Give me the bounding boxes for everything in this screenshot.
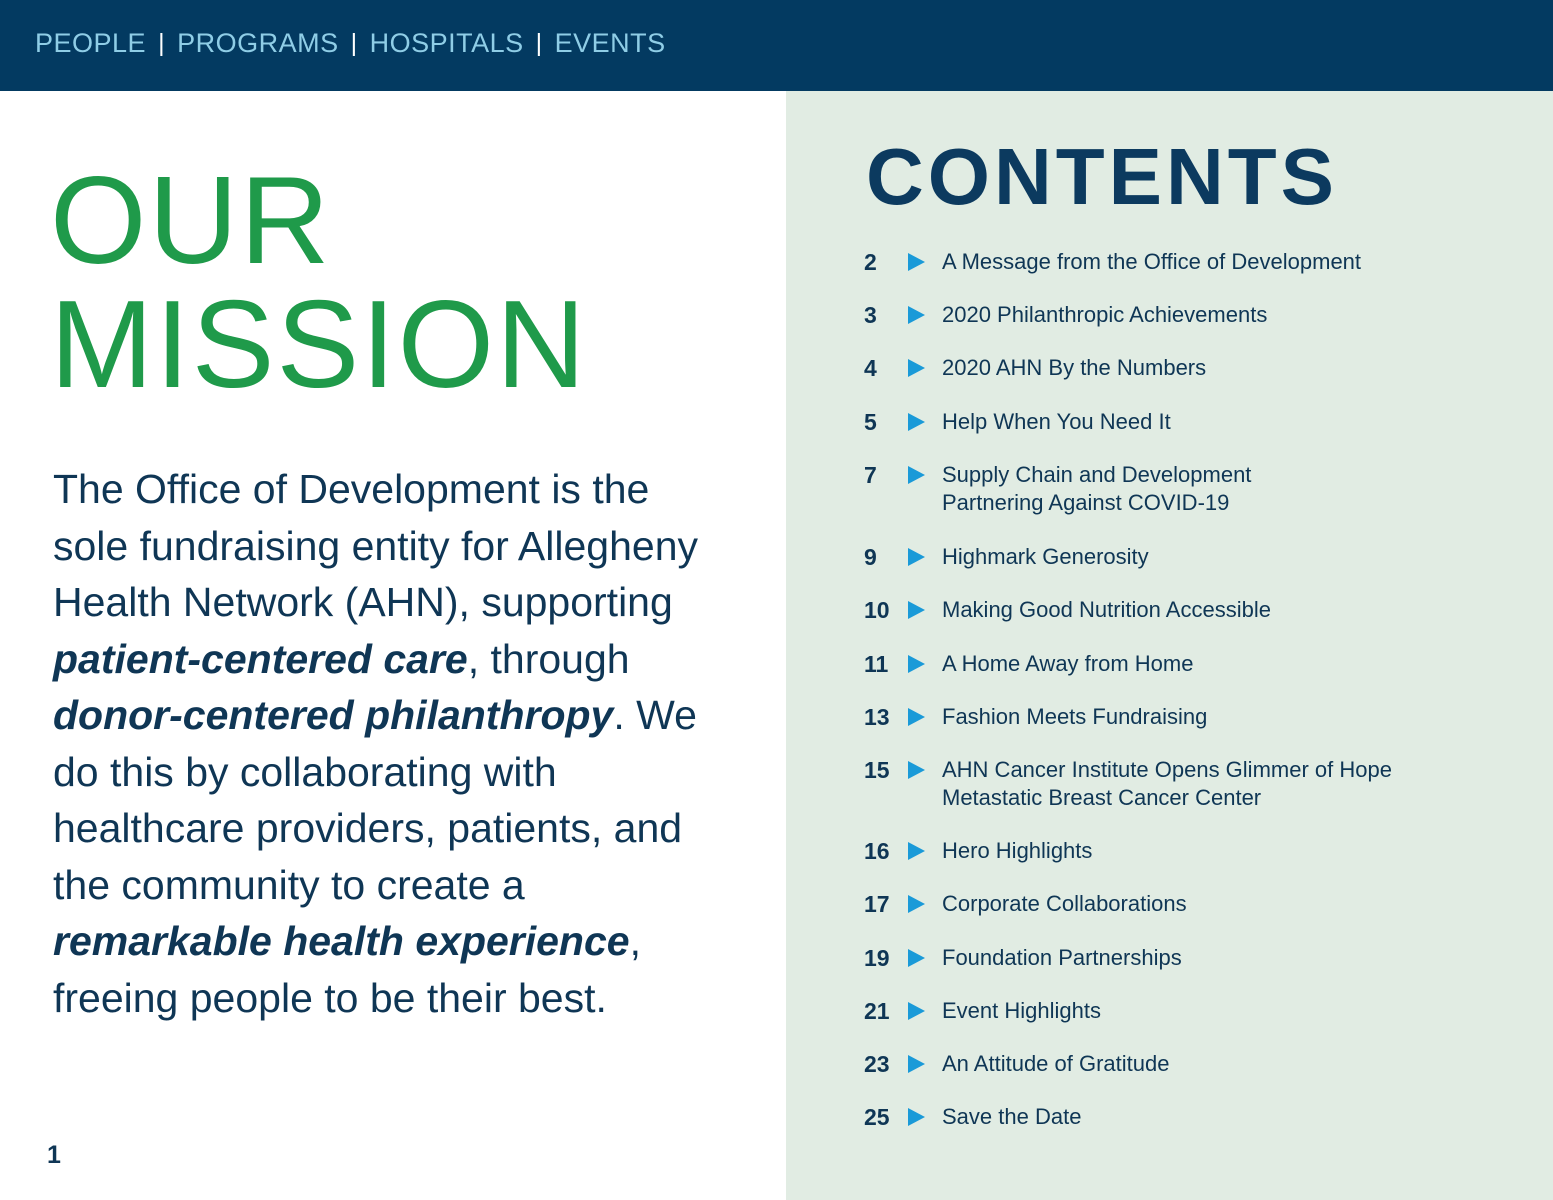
- page-number: 1: [47, 1141, 61, 1169]
- toc-item[interactable]: [864, 301, 1504, 329]
- toc-label: Help When You Need It: [942, 409, 1171, 434]
- toc-label: Foundation Partnerships: [942, 945, 1182, 970]
- mission-text-part-1: The Office of Development is the sole fundraising entity for Allegheny Health Network (AHN), supporting: [53, 466, 699, 625]
- mission-text-part-2: , through: [467, 635, 630, 682]
- toc-item[interactable]: [864, 461, 1504, 517]
- play-arrow-icon: [908, 655, 925, 673]
- section-nav: [35, 28, 666, 59]
- mission-statement: [53, 461, 733, 1026]
- toc-item[interactable]: [864, 248, 1504, 276]
- toc-item[interactable]: [864, 1050, 1504, 1078]
- toc-page-number: 3: [864, 302, 877, 328]
- toc-item[interactable]: [864, 756, 1504, 812]
- mission-title-line-2: MISSION: [50, 276, 588, 414]
- toc-page-number: 16: [864, 838, 890, 864]
- play-arrow-icon: [908, 761, 925, 779]
- toc-item[interactable]: [864, 543, 1504, 571]
- nav-link-programs[interactable]: PROGRAMS: [177, 28, 339, 58]
- toc-item[interactable]: [864, 944, 1504, 972]
- toc-item[interactable]: [864, 997, 1504, 1025]
- toc-label: 2020 Philanthropic Achievements: [942, 302, 1268, 327]
- top-nav-bar: [0, 0, 1553, 91]
- mission-emphasis-donor-centered: donor-centered philanthropy: [53, 692, 614, 738]
- toc-page-number: 19: [864, 945, 890, 971]
- contents-title: CONTENTS: [866, 132, 1338, 221]
- toc-label: Hero Highlights: [942, 838, 1093, 863]
- toc-page-number: 7: [864, 462, 877, 488]
- toc-label: AHN Cancer Institute Opens Glimmer of Hope Metastatic Breast Cancer Center: [942, 757, 1392, 810]
- nav-link-hospitals[interactable]: HOSPITALS: [369, 28, 524, 58]
- nav-separator: |: [158, 29, 166, 57]
- toc-item[interactable]: [864, 890, 1504, 918]
- nav-link-events[interactable]: EVENTS: [554, 28, 666, 58]
- toc-label: Making Good Nutrition Accessible: [942, 597, 1271, 622]
- play-arrow-icon: [908, 601, 925, 619]
- toc-page-number: 15: [864, 757, 890, 783]
- toc-label: A Home Away from Home: [942, 651, 1194, 676]
- toc-page-number: 21: [864, 998, 890, 1024]
- toc-page-number: 25: [864, 1104, 890, 1130]
- mission-text-part-4: , freeing people to be their best.: [53, 918, 641, 1021]
- toc-item[interactable]: [864, 1103, 1504, 1131]
- toc-item[interactable]: [864, 596, 1504, 624]
- play-arrow-icon: [908, 1108, 925, 1126]
- play-arrow-icon: [908, 949, 925, 967]
- toc-item[interactable]: [864, 354, 1504, 382]
- play-arrow-icon: [908, 466, 925, 484]
- toc-item[interactable]: [864, 650, 1504, 678]
- mission-emphasis-patient-centered: patient-centered care: [53, 635, 468, 682]
- toc-label: Fashion Meets Fundraising: [942, 704, 1208, 729]
- contents-panel: [786, 91, 1553, 1200]
- play-arrow-icon: [908, 842, 925, 860]
- nav-separator: |: [350, 29, 358, 57]
- toc-page-number: 17: [864, 891, 890, 917]
- toc-page-number: 2: [864, 249, 877, 275]
- toc-item[interactable]: [864, 408, 1504, 436]
- toc-label: A Message from the Office of Development: [942, 249, 1362, 274]
- play-arrow-icon: [908, 413, 925, 431]
- play-arrow-icon: [908, 253, 925, 271]
- mission-emphasis-remarkable: remarkable health experience: [53, 918, 630, 964]
- toc-page-number: 4: [864, 355, 877, 381]
- play-arrow-icon: [908, 1055, 925, 1073]
- mission-panel: [0, 91, 786, 1200]
- mission-title-line-1: OUR: [50, 152, 332, 290]
- toc-page-number: 13: [864, 704, 890, 730]
- toc-item[interactable]: [864, 837, 1504, 865]
- toc-label: An Attitude of Gratitude: [942, 1051, 1170, 1076]
- toc-page-number: 11: [864, 651, 889, 677]
- toc-page-number: 10: [864, 597, 890, 623]
- table-of-contents: [786, 91, 1553, 1200]
- toc-item[interactable]: [864, 703, 1504, 731]
- play-arrow-icon: [908, 1002, 925, 1020]
- toc-label: Save the Date: [942, 1104, 1082, 1129]
- toc-page-number: 23: [864, 1051, 890, 1077]
- play-arrow-icon: [908, 306, 925, 324]
- mission-text-part-3: . We do this by collaborating with healthcare providers, patients, and the community to create a: [53, 692, 697, 908]
- play-arrow-icon: [908, 548, 925, 566]
- toc-page-number: 9: [864, 544, 877, 570]
- play-arrow-icon: [908, 895, 925, 913]
- nav-separator: |: [535, 29, 543, 57]
- nav-link-people[interactable]: PEOPLE: [35, 28, 147, 58]
- play-arrow-icon: [908, 359, 925, 377]
- toc-label: Highmark Generosity: [942, 544, 1149, 569]
- play-arrow-icon: [908, 708, 925, 726]
- toc-label: Supply Chain and Development Partnering Against COVID-19: [942, 462, 1252, 515]
- toc-label: 2020 AHN By the Numbers: [942, 355, 1207, 380]
- toc-page-number: 5: [864, 409, 877, 435]
- toc-label: Corporate Collaborations: [942, 891, 1187, 916]
- mission-title: [50, 152, 588, 414]
- toc-label: Event Highlights: [942, 998, 1101, 1023]
